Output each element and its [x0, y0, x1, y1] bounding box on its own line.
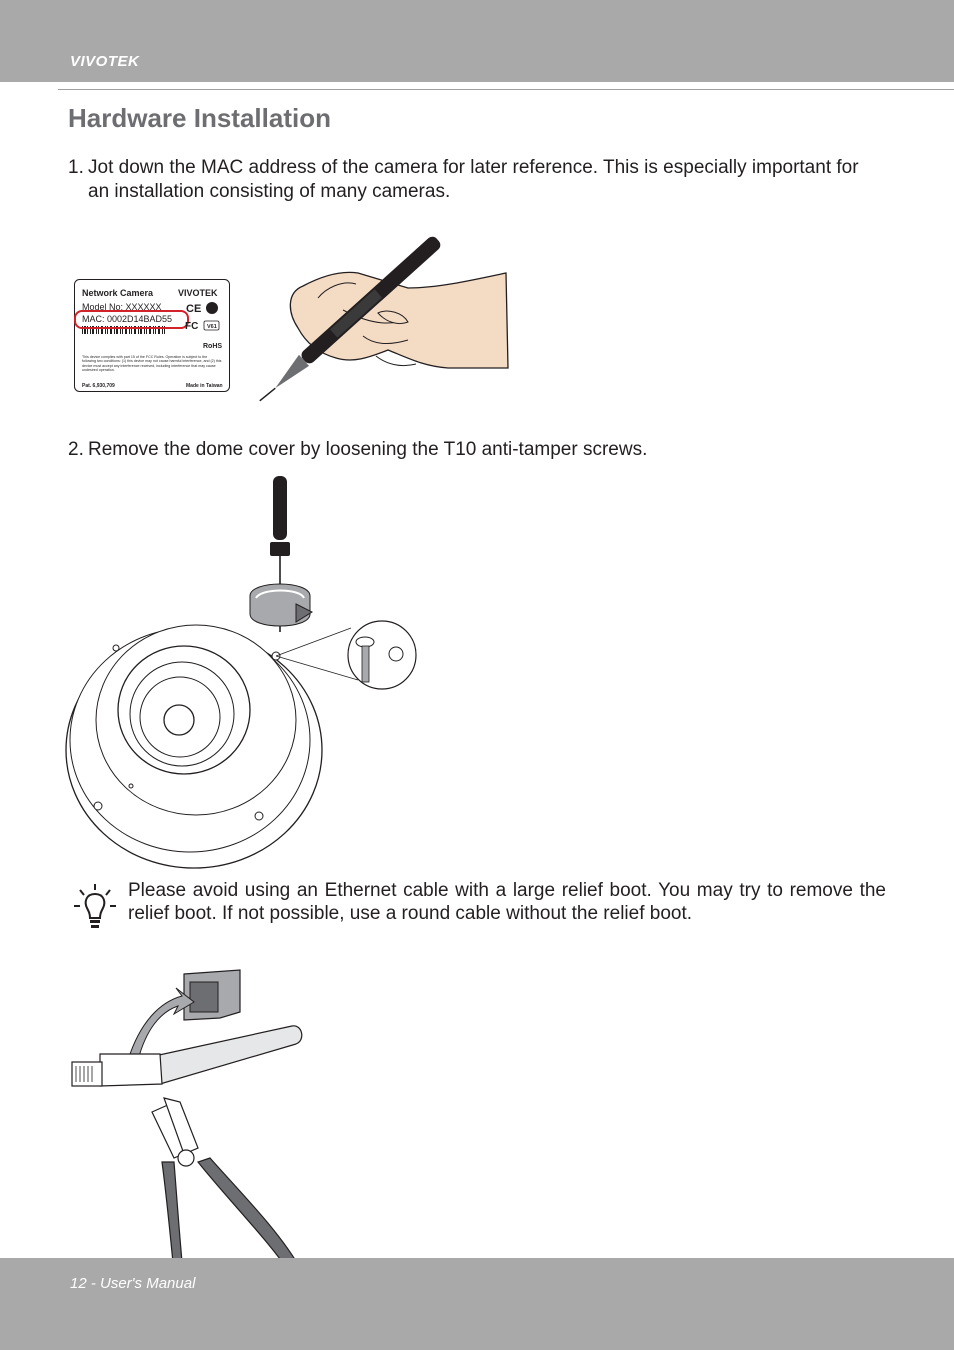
fcc-mark: FC	[185, 321, 199, 332]
label-fcc-statement: This device complies with part 15 of the FCC Rules. Operation is subject to the following two conditions: (1) this device may not cause harmful interference, and (2) this device must accept any interference received, including interference that may cause undesired operation.	[82, 355, 222, 373]
label-product: Network Camera	[82, 288, 154, 298]
mac-address-label	[74, 279, 230, 392]
lightbulb-icon	[74, 882, 116, 932]
label-patent: Pat. 6,930,709	[82, 383, 115, 389]
footer-bar	[0, 1258, 954, 1350]
header-bar	[0, 0, 954, 82]
note-text: Please avoid using an Ethernet cable with a large relief boot. You may try to remove the relief boot. If not possible, use a round cable without the relief boot.	[128, 880, 886, 924]
dome-camera-illustration	[66, 470, 422, 870]
footer-page-label: 12 - User's Manual	[70, 1275, 196, 1292]
label-origin: Made in Taiwan	[186, 383, 223, 389]
label-brand-logo: VIVOTEK	[178, 288, 218, 298]
screw-zoom-callout	[276, 621, 416, 689]
label-v61: V61	[207, 324, 217, 330]
ce-mark	[186, 303, 201, 315]
dome-cover	[66, 625, 322, 868]
svg-text:CE: CE	[186, 303, 202, 315]
certification-mark	[206, 302, 218, 314]
label-mac: MAC: 0002D14BAD55	[82, 314, 173, 324]
page-title: Hardware Installation	[68, 103, 331, 133]
hand-writing-illustration	[258, 218, 514, 380]
label-rohs: RoHS	[203, 343, 223, 350]
relief-boot	[184, 970, 240, 1020]
rotation-arrow	[250, 584, 312, 626]
step-1-number: 1.	[68, 157, 84, 178]
ethernet-cable	[72, 1026, 302, 1086]
step-1-text-line2: an installation consisting of many cameras.	[88, 181, 451, 202]
header-brand: VIVOTEK	[70, 53, 140, 70]
header-divider	[58, 89, 954, 90]
step-2-text: Remove the dome cover by loosening the T10 anti-tamper screws.	[88, 439, 648, 460]
step-1-text-line1: Jot down the MAC address of the camera for later reference. This is especially important for	[88, 157, 859, 178]
step-2-number: 2.	[68, 439, 84, 460]
label-model: Model No: XXXXXX	[82, 302, 162, 312]
